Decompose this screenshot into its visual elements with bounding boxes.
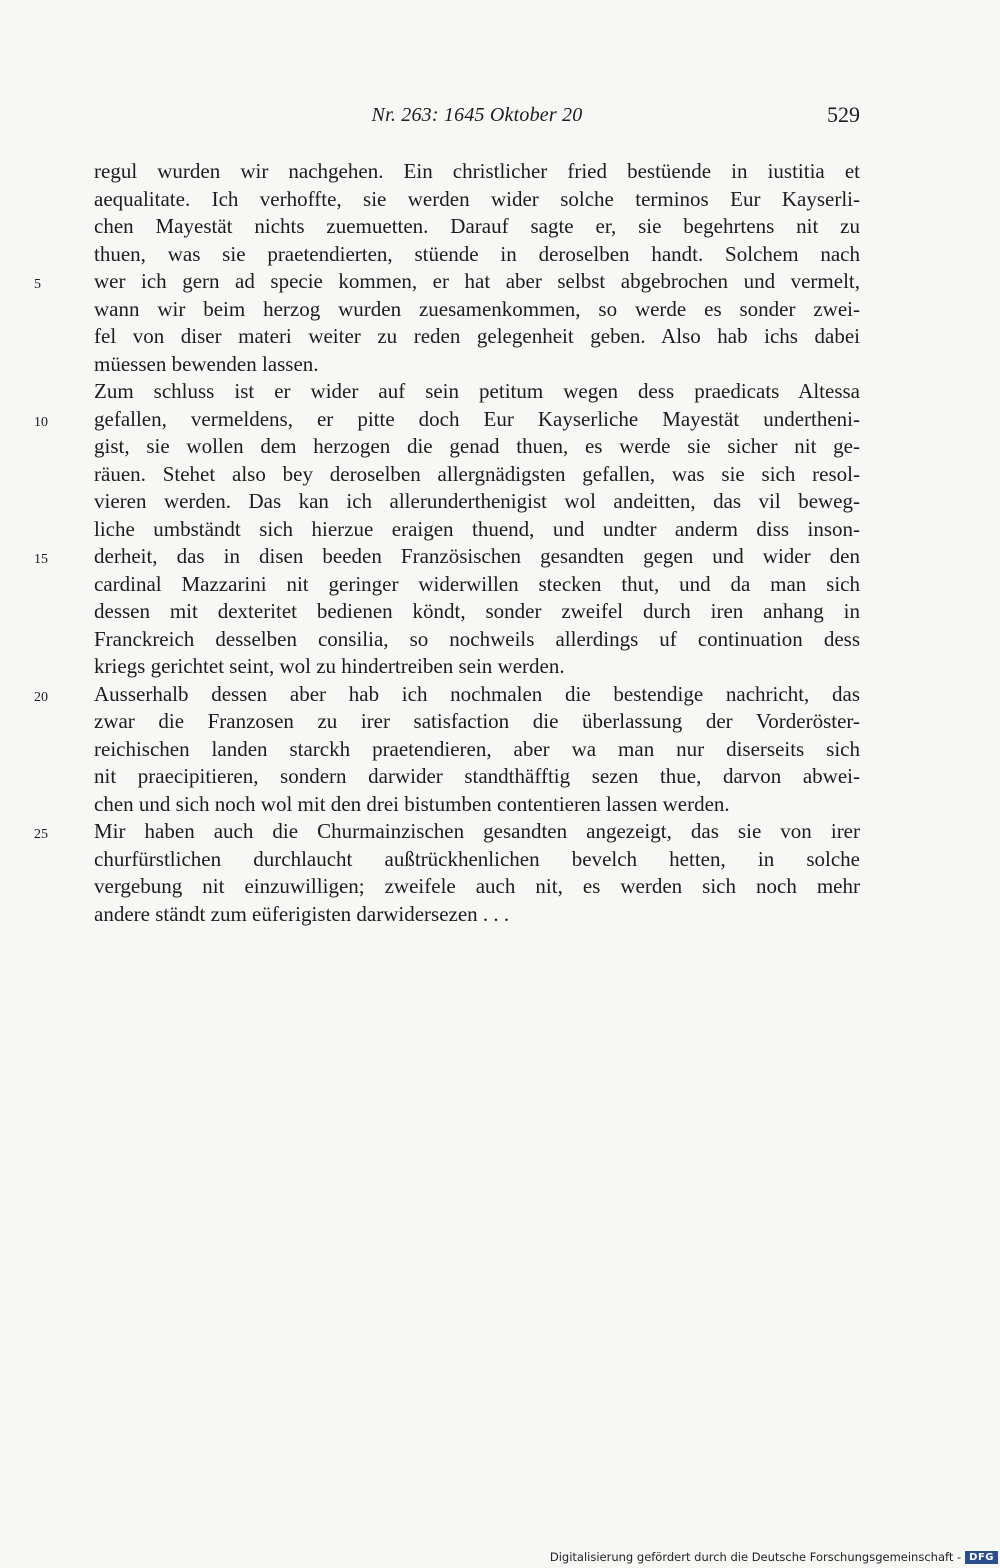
running-header [94,100,860,136]
text-line [94,296,860,324]
line-text: churfürstlichen durchlaucht außtrückhenlichen bevelch hetten, in solche [94,846,860,871]
text-line [94,791,860,819]
line-text: liche umbständt sich hierzue eraigen thuend, und undter anderm diss inson- [94,516,860,541]
line-text: zwar die Franzosen zu irer satisfaction die überlassung der Vorderöster- [94,709,860,733]
line-text: derheit, das in disen beeden Französischen gesandten gegen und wider den [94,544,860,568]
line-text: räuen. Stehet also bey deroselben allergnädigsten gefallen, was sie sich resol- [94,461,860,486]
line-text: nit praecipitieren, sondern darwider standthäfftig sezen thue, darvon abwei- [94,764,860,788]
line-number: 15 [34,552,48,567]
line-text: gist, sie wollen dem herzogen die genad thuen, es werde sie sicher nit ge- [94,434,860,458]
text-line [34,818,860,846]
digitization-footer [550,1548,1000,1566]
line-text: vieren werden. Das kan ich allerunderthenigist wol andeitten, das vil beweg- [94,489,860,513]
text-line [94,461,860,489]
text-line [94,213,860,241]
line-text: wer ich gern ad specie kommen, er hat aber selbst abgebrochen und vermelt, [94,269,860,293]
text-line [34,406,860,434]
line-number: 20 [34,689,48,705]
line-text: kriegs gerichtet seint, wol zu hindertreiben sein werden. [94,654,565,678]
line-text: dessen mit dexteritet bedienen köndt, sonder zweifel durch iren anhang in [94,599,860,623]
line-text: cardinal Mazzarini nit geringer widerwillen stecken thut, und da man sich [94,571,860,596]
text-line [94,433,860,461]
text-line [94,736,860,764]
line-text: chen und sich noch wol mit den drei bistumben contentieren lassen werden. [94,791,730,816]
text-line [94,901,860,929]
footer-credit: Digitalisierung gefördert durch die Deutsche Forschungsgemeinschaft - [549,1550,962,1564]
line-text: Ausserhalb dessen aber hab ich nochmalen die bestendige nachricht, das [94,681,860,706]
line-text: fel von diser materi weiter zu reden gelegenheit geben. Also hab ichs dabei [94,324,860,348]
text-line [94,241,860,269]
text-line [94,846,860,874]
text-line [94,186,860,214]
line-text: Zum schluss ist er wider auf sein petitum wegen dess praedicats Altessa [94,379,860,403]
line-text: Mir haben auch die Churmainzischen gesandten angezeigt, das sie von irer [94,819,860,843]
line-text: reichischen landen starckh praetendieren, aber wa man nur diserseits sich [94,736,860,761]
line-text: vergebung nit einzuwilligen; zweifele auch nit, es werden sich noch mehr [94,874,860,898]
line-text: andere ständt zum eüferigisten darwidersezen . . . [94,901,510,926]
dfg-logo: DFG [965,1551,998,1564]
line-number: 25 [34,827,48,842]
text-line [94,708,860,736]
line-text: regul wurden wir nachgehen. Ein christlicher fried bestüende in iustitia et [94,159,860,183]
line-text: gefallen, vermeldens, er pitte doch Eur Kayserliche Mayestät undertheni- [94,406,860,431]
text-line [94,653,860,681]
text-line [34,543,860,571]
text-line [94,351,860,379]
text-line [94,378,860,406]
line-text: chen Mayestät nichts zuemuetten. Darauf sagte er, sie begehrtens nit zu [94,214,860,238]
text-line [34,268,860,296]
line-text: wann wir beim herzog wurden zuesamenkommen, so werde es sonder zwei- [94,296,860,321]
document-body [34,158,860,928]
text-line [94,158,860,186]
line-text: thuen, was sie praetendierten, stüende in deroselben handt. Solchem nach [94,241,860,266]
line-text: Franckreich desselben consilia, so nochweils allerdings uf continuation dess [94,626,860,651]
text-line [94,598,860,626]
line-number: 10 [34,414,48,430]
running-title: Nr. 263: 1645 Oktober 20 [371,104,583,126]
text-line [94,488,860,516]
text-line [94,873,860,901]
line-number: 5 [34,277,41,292]
text-line [94,323,860,351]
text-line [94,571,860,599]
text-line [94,626,860,654]
line-text: aequalitate. Ich verhoffte, sie werden wider solche terminos Eur Kayserli- [94,186,860,211]
text-line [34,681,860,709]
text-line [94,763,860,791]
page-number: 529 [827,102,860,127]
line-text: müessen bewenden lassen. [94,351,319,376]
text-line [94,516,860,544]
